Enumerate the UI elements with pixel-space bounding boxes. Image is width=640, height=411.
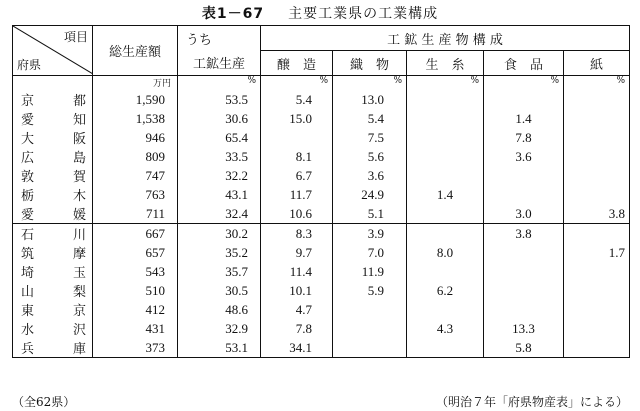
total-cell: 711 <box>93 204 178 224</box>
paper-cell <box>564 166 630 185</box>
food-cell <box>484 281 564 300</box>
share-cell: 30.5 <box>178 281 261 300</box>
food-cell: 3.0 <box>484 204 564 224</box>
food-cell: 5.8 <box>484 338 564 358</box>
share-header: 工鉱生産 <box>178 51 261 76</box>
unit-row <box>13 76 630 91</box>
share-cell: 33.5 <box>178 147 261 166</box>
total-cell: 763 <box>93 185 178 204</box>
brewing-cell: 7.8 <box>261 319 333 338</box>
pref-cell: 兵庫 <box>21 342 86 357</box>
brewing-cell: 6.7 <box>261 166 333 185</box>
silk-cell: 1.4 <box>407 185 484 204</box>
textiles-cell: 13.0 <box>333 90 407 109</box>
total-cell: 510 <box>93 281 178 300</box>
paper-cell: 1.7 <box>564 243 630 262</box>
share-cell: 43.1 <box>178 185 261 204</box>
food-cell: 7.8 <box>484 128 564 147</box>
silk-cell <box>407 90 484 109</box>
paper-cell <box>564 90 630 109</box>
share-cell: 35.2 <box>178 243 261 262</box>
total-cell: 946 <box>93 128 178 147</box>
paper-cell <box>564 128 630 147</box>
table-caption: 主要工業県の工業構成 <box>288 6 439 22</box>
total-cell: 373 <box>93 338 178 358</box>
pref-cell: 愛知 <box>21 113 86 128</box>
silk-cell <box>407 166 484 185</box>
textiles-cell: 5.6 <box>333 147 407 166</box>
pref-label: 府県 <box>17 58 42 72</box>
col-header-silk: 生 糸 <box>407 51 484 76</box>
silk-cell <box>407 204 484 224</box>
food-cell <box>484 300 564 319</box>
footer-source: （明治７年「府県物産表」による） <box>435 395 628 409</box>
col-header-brewing: 醸 造 <box>261 51 333 76</box>
silk-cell <box>407 109 484 128</box>
paper-cell <box>564 338 630 358</box>
textiles-cell: 24.9 <box>333 185 407 204</box>
table-row <box>13 166 630 185</box>
table-row <box>13 109 630 128</box>
footer-total: （全62県） <box>12 395 76 409</box>
table-row <box>13 204 630 224</box>
pref-cell: 愛媛 <box>21 208 86 223</box>
total-cell: 809 <box>93 147 178 166</box>
pref-cell: 山梨 <box>21 285 86 300</box>
pref-cell: 筑摩 <box>21 247 86 262</box>
silk-cell <box>407 262 484 281</box>
table-row <box>13 128 630 147</box>
share-cell: 32.4 <box>178 204 261 224</box>
uchi-header: うち <box>178 26 261 51</box>
paper-cell <box>564 300 630 319</box>
share-cell: 48.6 <box>178 300 261 319</box>
brewing-cell: 11.4 <box>261 262 333 281</box>
silk-cell: 6.2 <box>407 281 484 300</box>
table-row <box>13 300 630 319</box>
food-cell: 1.4 <box>484 109 564 128</box>
total-cell: 412 <box>93 300 178 319</box>
share-cell: 32.9 <box>178 319 261 338</box>
paper-cell <box>564 319 630 338</box>
food-cell <box>484 90 564 109</box>
unit-c5: % <box>564 76 630 91</box>
table-row <box>13 224 630 244</box>
silk-cell <box>407 300 484 319</box>
col-header-paper: 紙 <box>564 51 630 76</box>
table-number: 表1－67 <box>201 6 265 22</box>
corner-header <box>13 26 93 76</box>
total-cell: 657 <box>93 243 178 262</box>
food-cell: 3.8 <box>484 224 564 244</box>
table-row <box>13 281 630 300</box>
textiles-cell <box>333 338 407 358</box>
pref-cell: 敦賀 <box>21 170 86 185</box>
unit-c4: % <box>484 76 564 91</box>
food-cell <box>484 262 564 281</box>
share-cell: 30.2 <box>178 224 261 244</box>
brewing-cell: 5.4 <box>261 90 333 109</box>
table-row <box>13 185 630 204</box>
silk-cell <box>407 338 484 358</box>
silk-cell <box>407 128 484 147</box>
textiles-cell: 3.9 <box>333 224 407 244</box>
textiles-cell: 11.9 <box>333 262 407 281</box>
total-cell: 1,590 <box>93 90 178 109</box>
total-cell: 431 <box>93 319 178 338</box>
paper-cell <box>564 147 630 166</box>
pref-cell: 広島 <box>21 151 86 166</box>
textiles-cell <box>333 300 407 319</box>
textiles-cell: 3.6 <box>333 166 407 185</box>
brewing-cell: 8.1 <box>261 147 333 166</box>
table-row <box>13 243 630 262</box>
table-title <box>0 3 640 23</box>
total-cell: 667 <box>93 224 178 244</box>
paper-cell <box>564 224 630 244</box>
brewing-cell <box>261 128 333 147</box>
pref-cell: 大阪 <box>21 132 86 147</box>
brewing-cell: 4.7 <box>261 300 333 319</box>
unit-share: % <box>178 76 261 91</box>
brewing-cell: 11.7 <box>261 185 333 204</box>
brewing-cell: 34.1 <box>261 338 333 358</box>
item-label: 項目 <box>63 30 88 44</box>
paper-cell <box>564 281 630 300</box>
unit-c1: % <box>261 76 333 91</box>
share-cell: 65.4 <box>178 128 261 147</box>
pref-cell: 東京 <box>21 304 86 319</box>
pref-cell: 京都 <box>21 94 86 109</box>
pref-cell: 水沢 <box>21 323 86 338</box>
brewing-cell: 9.7 <box>261 243 333 262</box>
table-body <box>13 90 630 358</box>
silk-cell <box>407 224 484 244</box>
food-cell <box>484 185 564 204</box>
industry-table <box>12 25 630 358</box>
textiles-cell: 5.1 <box>333 204 407 224</box>
unit-c2: % <box>333 76 407 91</box>
unit-c3: % <box>407 76 484 91</box>
textiles-cell: 5.9 <box>333 281 407 300</box>
food-cell: 13.3 <box>484 319 564 338</box>
paper-cell <box>564 262 630 281</box>
brewing-cell: 10.6 <box>261 204 333 224</box>
total-cell: 747 <box>93 166 178 185</box>
textiles-cell: 7.0 <box>333 243 407 262</box>
table-row <box>13 90 630 109</box>
table-row <box>13 338 630 358</box>
unit-total: 万円 <box>93 76 178 91</box>
col-header-food: 食 品 <box>484 51 564 76</box>
textiles-cell: 5.4 <box>333 109 407 128</box>
silk-cell: 8.0 <box>407 243 484 262</box>
textiles-cell <box>333 319 407 338</box>
pref-cell: 栃木 <box>21 189 86 204</box>
textiles-cell: 7.5 <box>333 128 407 147</box>
total-cell: 543 <box>93 262 178 281</box>
pref-cell: 埼玉 <box>21 266 86 281</box>
brewing-cell: 10.1 <box>261 281 333 300</box>
share-cell: 53.1 <box>178 338 261 358</box>
table-row <box>13 319 630 338</box>
brewing-cell: 15.0 <box>261 109 333 128</box>
share-cell: 32.2 <box>178 166 261 185</box>
structure-header: 工 鉱 生 産 物 構 成 <box>261 26 630 51</box>
brewing-cell: 8.3 <box>261 224 333 244</box>
silk-cell: 4.3 <box>407 319 484 338</box>
total-cell: 1,538 <box>93 109 178 128</box>
paper-cell <box>564 185 630 204</box>
table-row <box>13 147 630 166</box>
paper-cell: 3.8 <box>564 204 630 224</box>
pref-cell: 石川 <box>13 224 93 244</box>
col-header-textiles: 織 物 <box>333 51 407 76</box>
share-cell: 53.5 <box>178 90 261 109</box>
paper-cell <box>564 109 630 128</box>
share-cell: 35.7 <box>178 262 261 281</box>
share-cell: 30.6 <box>178 109 261 128</box>
total-header: 総生産額 <box>93 26 178 76</box>
silk-cell <box>407 147 484 166</box>
food-cell: 3.6 <box>484 147 564 166</box>
food-cell <box>484 243 564 262</box>
food-cell <box>484 166 564 185</box>
table-row <box>13 262 630 281</box>
